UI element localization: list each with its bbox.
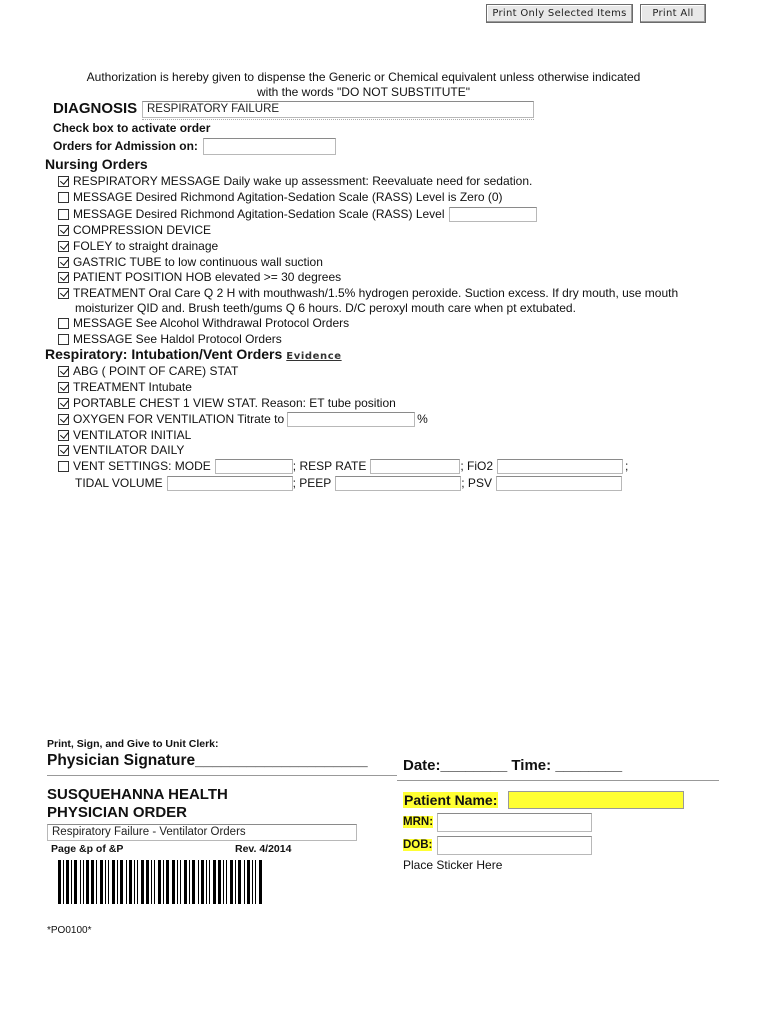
nursing-order-8 bbox=[58, 285, 678, 301]
percent-sign: % bbox=[417, 412, 428, 426]
authorization-line-2: with the words "DO NOT SUBSTITUTE" bbox=[256, 85, 470, 99]
nursing-order-3 bbox=[58, 206, 537, 222]
diagnosis-label: DIAGNOSIS bbox=[53, 100, 138, 117]
end-separator: ; bbox=[625, 459, 629, 473]
mrn-field[interactable] bbox=[437, 813, 592, 832]
order-set-name-field[interactable]: Respiratory Failure - Ventilator Orders bbox=[47, 824, 357, 841]
org-name: SUSQUEHANNA HEALTH bbox=[47, 786, 228, 803]
nursing-order-7 bbox=[58, 269, 341, 285]
revision: Rev. 4/2014 bbox=[235, 843, 292, 855]
nursing-orders-title: Nursing Orders bbox=[45, 156, 148, 172]
respiratory-order-1 bbox=[58, 363, 238, 379]
print-sign-note: Print, Sign, and Give to Unit Clerk: bbox=[47, 738, 219, 750]
oxygen-titrate-field[interactable] bbox=[287, 412, 415, 427]
checkbox[interactable] bbox=[58, 445, 69, 456]
resp-rate-field[interactable] bbox=[370, 459, 460, 474]
order-text: ABG ( POINT OF CARE) STAT bbox=[73, 364, 239, 378]
diagnosis-field[interactable]: RESPIRATORY FAILURE bbox=[142, 101, 534, 118]
checkbox[interactable] bbox=[58, 461, 69, 472]
nursing-order-5 bbox=[58, 238, 218, 254]
sticker-note: Place Sticker Here bbox=[403, 858, 503, 872]
peep-field[interactable] bbox=[335, 476, 461, 491]
mrn-label: MRN: bbox=[403, 816, 434, 828]
patient-name-field[interactable] bbox=[508, 791, 684, 809]
checkbox[interactable] bbox=[58, 398, 69, 409]
dob-label: DOB: bbox=[403, 839, 433, 851]
order-text: MESSAGE Desired Richmond Agitation-Sedation Scale (RASS) Level is Zero (0) bbox=[73, 190, 503, 204]
signature-divider bbox=[47, 775, 397, 776]
checkbox[interactable] bbox=[58, 192, 69, 203]
nursing-order-10 bbox=[58, 331, 282, 347]
order-text: PATIENT POSITION HOB elevated >= 30 degrees bbox=[73, 270, 342, 284]
psv-field[interactable] bbox=[496, 476, 622, 491]
checkbox[interactable] bbox=[58, 241, 69, 252]
barcode bbox=[58, 860, 264, 904]
order-text: GASTRIC TUBE to low continuous wall suction bbox=[73, 255, 323, 269]
fio2-field[interactable] bbox=[497, 459, 623, 474]
nursing-order-9 bbox=[58, 315, 349, 331]
checkbox[interactable] bbox=[58, 257, 69, 268]
rass-level-field[interactable] bbox=[449, 207, 537, 222]
checkbox[interactable] bbox=[58, 318, 69, 329]
respiratory-order-4 bbox=[58, 411, 428, 427]
order-text: TREATMENT Intubate bbox=[73, 380, 192, 394]
nursing-order-4 bbox=[58, 222, 211, 238]
evidence-link[interactable]: Evidence bbox=[286, 351, 342, 362]
barcode-text: *PO0100* bbox=[47, 925, 92, 936]
peep-label: ; PEEP bbox=[292, 476, 332, 490]
order-text: COMPRESSION DEVICE bbox=[73, 223, 212, 237]
physician-signature-line: Physician Signature____________________ bbox=[47, 752, 368, 769]
nursing-order-6 bbox=[58, 254, 323, 270]
vent-mode-field[interactable] bbox=[215, 459, 293, 474]
checkbox[interactable] bbox=[58, 176, 69, 187]
respiratory-order-6 bbox=[58, 442, 184, 458]
order-text: VENTILATOR DAILY bbox=[73, 443, 185, 457]
check-box-note: Check box to activate order bbox=[53, 121, 211, 135]
checkbox[interactable] bbox=[58, 288, 69, 299]
vent-settings-row bbox=[58, 458, 628, 474]
mode-label: VENT SETTINGS: MODE bbox=[73, 459, 211, 473]
respiratory-title-row bbox=[45, 346, 342, 362]
checkbox[interactable] bbox=[58, 414, 69, 425]
print-all-button[interactable]: Print All bbox=[640, 4, 706, 23]
order-text: RESPIRATORY MESSAGE Daily wake up assessment: Reevaluate need for sedation. bbox=[73, 174, 533, 188]
checkbox[interactable] bbox=[58, 382, 69, 393]
authorization-line-1: Authorization is hereby given to dispense the Generic or Chemical equivalent unless otherwise indicated bbox=[86, 70, 641, 84]
nursing-order-1 bbox=[58, 173, 532, 189]
respiratory-order-5 bbox=[58, 427, 191, 443]
vent-settings-row-2 bbox=[75, 475, 622, 491]
order-text: MESSAGE Desired Richmond Agitation-Sedation Scale (RASS) Level bbox=[73, 207, 445, 221]
checkbox[interactable] bbox=[58, 334, 69, 345]
order-text: TREATMENT Oral Care Q 2 H with mouthwash/1.5% hydrogen peroxide. Suction excess. If dry mouth, use mouth bbox=[73, 286, 679, 300]
date-time-line: Date:________ Time: ________ bbox=[403, 757, 623, 774]
order-text: OXYGEN FOR VENTILATION Titrate to bbox=[73, 412, 285, 426]
respiratory-order-2 bbox=[58, 379, 192, 395]
order-type: PHYSICIAN ORDER bbox=[47, 804, 188, 821]
tidal-volume-field[interactable] bbox=[167, 476, 293, 491]
order-text: MESSAGE See Haldol Protocol Orders bbox=[73, 332, 282, 346]
page-number: Page &p of &P bbox=[51, 843, 124, 855]
respiratory-title: Respiratory: Intubation/Vent Orders bbox=[45, 346, 283, 362]
tidal-volume-label: TIDAL VOLUME bbox=[75, 476, 163, 490]
checkbox[interactable] bbox=[58, 272, 69, 283]
date-divider bbox=[397, 780, 719, 781]
checkbox[interactable] bbox=[58, 209, 69, 220]
order-text: FOLEY to straight drainage bbox=[73, 239, 219, 253]
admission-label: Orders for Admission on: bbox=[53, 139, 198, 153]
respiratory-order-3 bbox=[58, 395, 396, 411]
checkbox[interactable] bbox=[58, 430, 69, 441]
diagnosis-underline bbox=[142, 119, 534, 120]
order-text: PORTABLE CHEST 1 VIEW STAT. Reason: ET tube position bbox=[73, 396, 396, 410]
print-selected-items-button[interactable]: Print Only Selected Items bbox=[486, 4, 633, 23]
fio2-label: ; FiO2 bbox=[460, 459, 494, 473]
resp-rate-label: ; RESP RATE bbox=[292, 459, 367, 473]
patient-name-label: Patient Name: bbox=[404, 792, 498, 808]
nursing-order-2 bbox=[58, 189, 503, 205]
checkbox[interactable] bbox=[58, 225, 69, 236]
checkbox[interactable] bbox=[58, 366, 69, 377]
psv-label: ; PSV bbox=[461, 476, 492, 490]
order-text: MESSAGE See Alcohol Withdrawal Protocol Orders bbox=[73, 316, 350, 330]
nursing-order-8-continued bbox=[75, 300, 576, 316]
order-text-line-2: moisturizer QID and. Brush teeth/gums Q 6 hours. D/C peroxyl mouth care when pt extubated. bbox=[75, 301, 576, 315]
admission-date-field[interactable] bbox=[203, 138, 336, 155]
dob-field[interactable] bbox=[437, 836, 592, 855]
order-text: VENTILATOR INITIAL bbox=[73, 428, 192, 442]
